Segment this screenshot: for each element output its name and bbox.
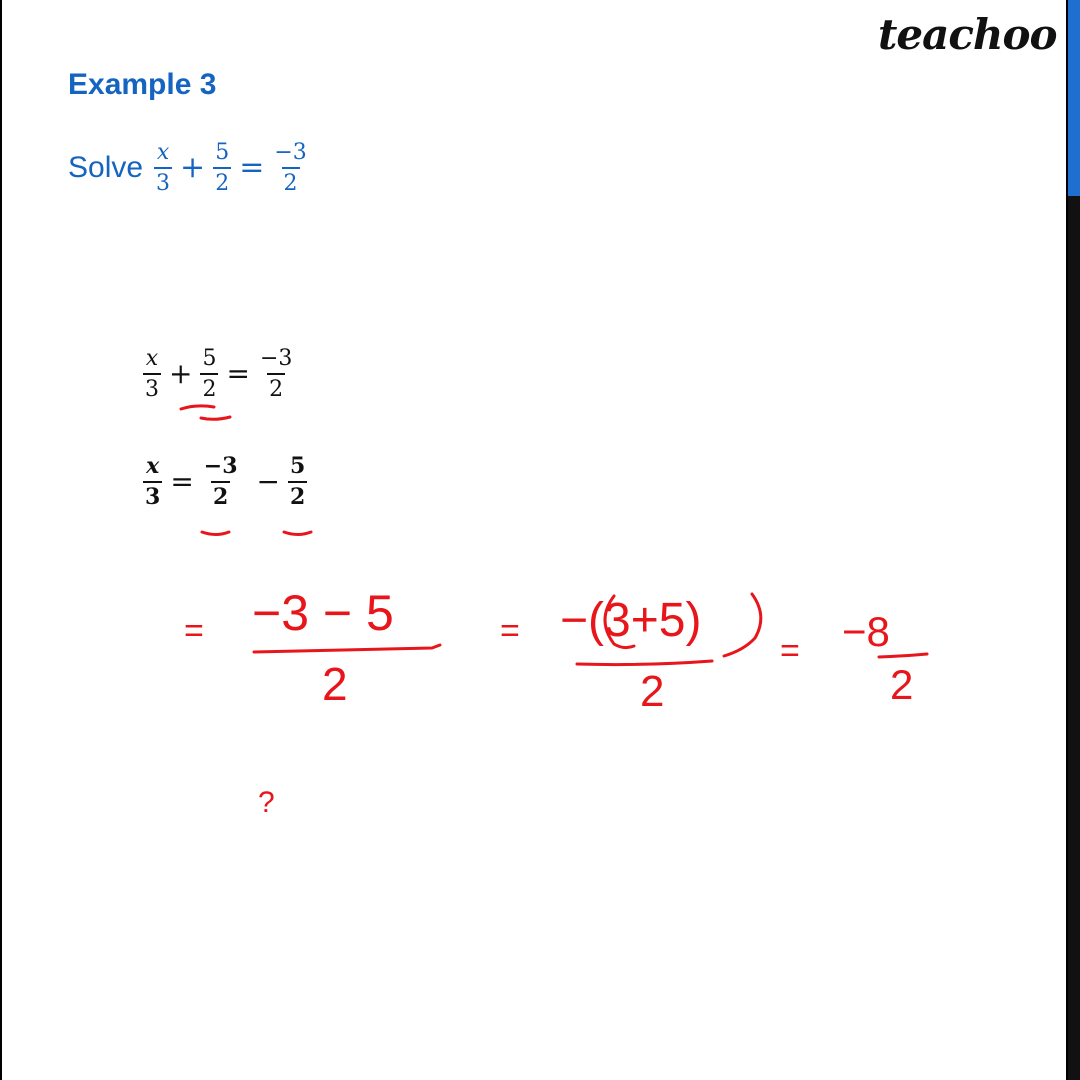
example-heading: Example 3 bbox=[68, 68, 217, 101]
solve-label: Solve bbox=[68, 151, 144, 185]
numerator: 5 bbox=[202, 346, 217, 371]
denominator: 3 bbox=[143, 481, 162, 510]
numerator: −3 bbox=[274, 140, 307, 165]
numerator: x bbox=[146, 453, 160, 479]
denominator: 2 bbox=[211, 481, 230, 510]
numerator: x bbox=[145, 346, 159, 371]
plus-sign: + bbox=[169, 357, 193, 391]
numerator: 5 bbox=[290, 453, 306, 479]
paren-right-stroke bbox=[724, 594, 761, 656]
denominator: 2 bbox=[267, 373, 285, 402]
denominator: 2 bbox=[213, 167, 231, 196]
denominator: 2 bbox=[200, 373, 218, 402]
underline-mark bbox=[284, 532, 311, 535]
handwritten-denominator-1: 2 bbox=[322, 658, 348, 710]
underline-mark bbox=[201, 417, 230, 419]
handwritten-numerator-1: −3 − 5 bbox=[252, 585, 394, 641]
handwritten-denominator-3: 2 bbox=[890, 661, 914, 708]
minus-sign: − bbox=[256, 465, 280, 499]
fraction-bar-stroke bbox=[577, 661, 712, 665]
numerator: −3 bbox=[203, 453, 238, 479]
numerator: −3 bbox=[259, 346, 293, 371]
numerator: x bbox=[156, 140, 170, 165]
handwritten-denominator-2: 2 bbox=[640, 667, 665, 716]
teachoo-logo: teachoo bbox=[878, 10, 1057, 59]
equals-sign: = bbox=[170, 465, 194, 499]
handwritten-equals-2: = bbox=[500, 612, 520, 650]
denominator: 2 bbox=[282, 167, 300, 196]
handwritten-stray-mark: ? bbox=[258, 786, 275, 819]
handwritten-equals-3: = bbox=[780, 632, 800, 670]
underline-mark bbox=[202, 532, 229, 535]
numerator: 5 bbox=[215, 140, 230, 165]
denominator: 3 bbox=[143, 373, 161, 402]
handwritten-numerator-3: −8 bbox=[842, 608, 890, 655]
denominator: 3 bbox=[154, 167, 172, 196]
equals-sign: = bbox=[226, 357, 250, 391]
denominator: 2 bbox=[288, 481, 307, 510]
equals-sign: = bbox=[239, 150, 265, 186]
underline-mark bbox=[181, 406, 214, 409]
fraction-bar-stroke bbox=[254, 645, 440, 652]
handwritten-numerator-2: −(3+5) bbox=[560, 594, 702, 647]
plus-sign: + bbox=[180, 150, 206, 186]
handwritten-equals-1: = bbox=[184, 612, 204, 650]
scrollbar-thumb[interactable] bbox=[1068, 0, 1080, 196]
